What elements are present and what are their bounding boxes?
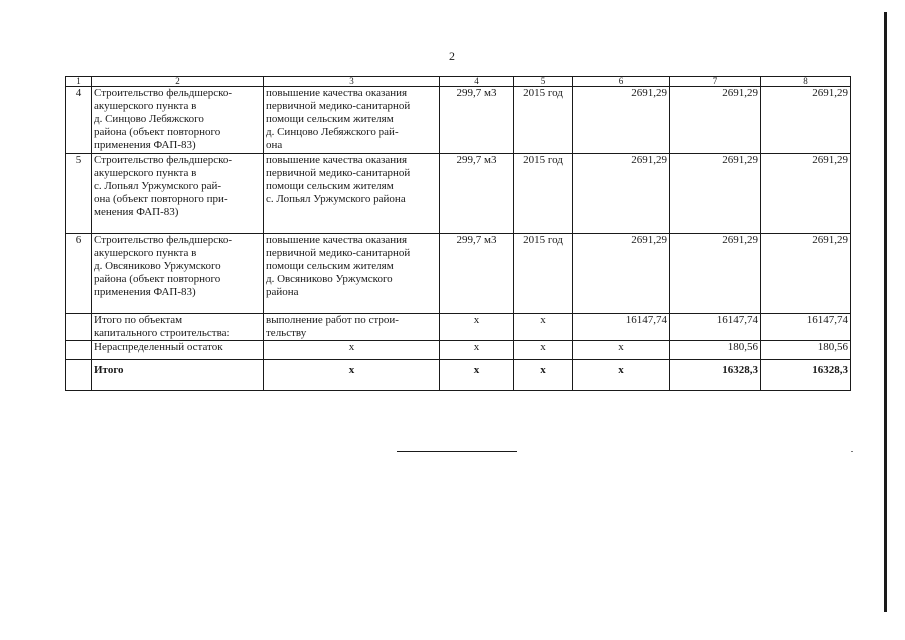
text-line: акушерского пункта в — [94, 247, 197, 259]
object-description — [92, 154, 264, 234]
text-line: первичной медико-санитарной — [266, 247, 411, 259]
column-number: 3 — [264, 77, 440, 87]
purpose-cell: x — [264, 341, 440, 360]
year-cell: x — [514, 314, 573, 341]
text-line: менения ФАП-83) — [94, 206, 179, 218]
capital-construction-table — [65, 76, 851, 391]
year-cell: 2015 год — [514, 87, 573, 154]
text-line: капитального строительства: — [94, 327, 230, 339]
value-cell: 2691,29 — [573, 234, 670, 314]
year-cell: x — [514, 341, 573, 360]
text-line: повышение качества оказания — [266, 234, 408, 246]
capacity-cell: 299,7 м3 — [440, 87, 514, 154]
column-number: 6 — [573, 77, 670, 87]
text-line: она (объект повторного при- — [94, 193, 228, 205]
value-cell: 180,56 — [761, 341, 851, 360]
text-line: применения ФАП-83) — [94, 139, 196, 151]
total-label: Итого — [92, 360, 264, 391]
value-cell: 2691,29 — [761, 234, 851, 314]
table-row — [66, 234, 851, 314]
value-cell: 2691,29 — [761, 154, 851, 234]
text-line: Строительство фельдшерско- — [94, 87, 233, 99]
empty-cell — [66, 314, 92, 341]
text-line: Строительство фельдшерско- — [94, 154, 233, 166]
value-cell: 2691,29 — [670, 87, 761, 154]
text-line: повышение качества оказания — [266, 87, 408, 99]
object-purpose — [264, 87, 440, 154]
text-line: Строительство фельдшерско- — [94, 234, 233, 246]
value-cell: 2691,29 — [573, 154, 670, 234]
value-cell: x — [573, 341, 670, 360]
object-description — [92, 234, 264, 314]
table-row — [66, 154, 851, 234]
value-cell: 16147,74 — [761, 314, 851, 341]
text-line: района — [266, 286, 299, 298]
text-line: повышение качества оказания — [266, 154, 408, 166]
column-number: 5 — [514, 77, 573, 87]
subtotal-label — [92, 314, 264, 341]
capacity-cell: x — [440, 360, 514, 391]
empty-cell — [66, 360, 92, 391]
text-line: помощи сельским жителям — [266, 180, 394, 192]
text-line: с. Лопьял Уржумского рай- — [94, 180, 222, 192]
value-cell: 16147,74 — [670, 314, 761, 341]
purpose-cell: x — [264, 360, 440, 391]
text-line: района (объект повторного — [94, 273, 221, 285]
text-line: она — [266, 139, 283, 151]
text-line: применения ФАП-83) — [94, 286, 196, 298]
value-cell: 2691,29 — [761, 87, 851, 154]
value-cell: 2691,29 — [670, 234, 761, 314]
column-number: 4 — [440, 77, 514, 87]
text-line: Итого по объектам — [94, 314, 183, 326]
text-line: помощи сельским жителям — [266, 113, 394, 125]
scan-speck — [851, 451, 853, 452]
value-cell: 2691,29 — [670, 154, 761, 234]
text-line: д. Овсяниково Уржумского — [94, 260, 221, 272]
text-line: д. Синцово Лебяжского рай- — [266, 126, 399, 138]
year-cell: 2015 год — [514, 234, 573, 314]
text-line: района (объект повторного — [94, 126, 221, 138]
row-number: 4 — [66, 87, 92, 154]
object-description — [92, 87, 264, 154]
capacity-cell: 299,7 м3 — [440, 154, 514, 234]
unallocated-label: Нераспределенный остаток — [92, 341, 264, 360]
capacity-cell: x — [440, 314, 514, 341]
text-line: помощи сельским жителям — [266, 260, 394, 272]
value-cell: x — [573, 360, 670, 391]
text-line: с. Лопьял Уржумского района — [266, 193, 406, 205]
year-cell: 2015 год — [514, 154, 573, 234]
end-of-document-line — [397, 451, 517, 452]
text-line: акушерского пункта в — [94, 100, 197, 112]
total-row — [66, 360, 851, 391]
text-line: акушерского пункта в — [94, 167, 197, 179]
object-purpose — [264, 234, 440, 314]
empty-cell — [66, 341, 92, 360]
page-number: 2 — [449, 49, 455, 63]
text-line: д. Синцово Лебяжского — [94, 113, 204, 125]
table-row — [66, 87, 851, 154]
text-line: первичной медико-санитарной — [266, 167, 411, 179]
value-cell: 16147,74 — [573, 314, 670, 341]
column-number: 7 — [670, 77, 761, 87]
text-line: первичной медико-санитарной — [266, 100, 411, 112]
value-cell: 2691,29 — [573, 87, 670, 154]
row-number: 6 — [66, 234, 92, 314]
unallocated-row — [66, 341, 851, 360]
column-number: 2 — [92, 77, 264, 87]
row-number: 5 — [66, 154, 92, 234]
subtotal-purpose — [264, 314, 440, 341]
scan-border-line — [884, 12, 887, 612]
value-cell: 16328,3 — [670, 360, 761, 391]
column-number-row — [66, 77, 851, 87]
value-cell: 180,56 — [670, 341, 761, 360]
value-cell: 16328,3 — [761, 360, 851, 391]
column-number: 1 — [66, 77, 92, 87]
subtotal-row — [66, 314, 851, 341]
year-cell: x — [514, 360, 573, 391]
object-purpose — [264, 154, 440, 234]
text-line: выполнение работ по строи- — [266, 314, 399, 326]
capacity-cell: 299,7 м3 — [440, 234, 514, 314]
text-line: д. Овсяниково Уржумского — [266, 273, 393, 285]
column-number: 8 — [761, 77, 851, 87]
capacity-cell: x — [440, 341, 514, 360]
text-line: тельству — [266, 327, 307, 339]
